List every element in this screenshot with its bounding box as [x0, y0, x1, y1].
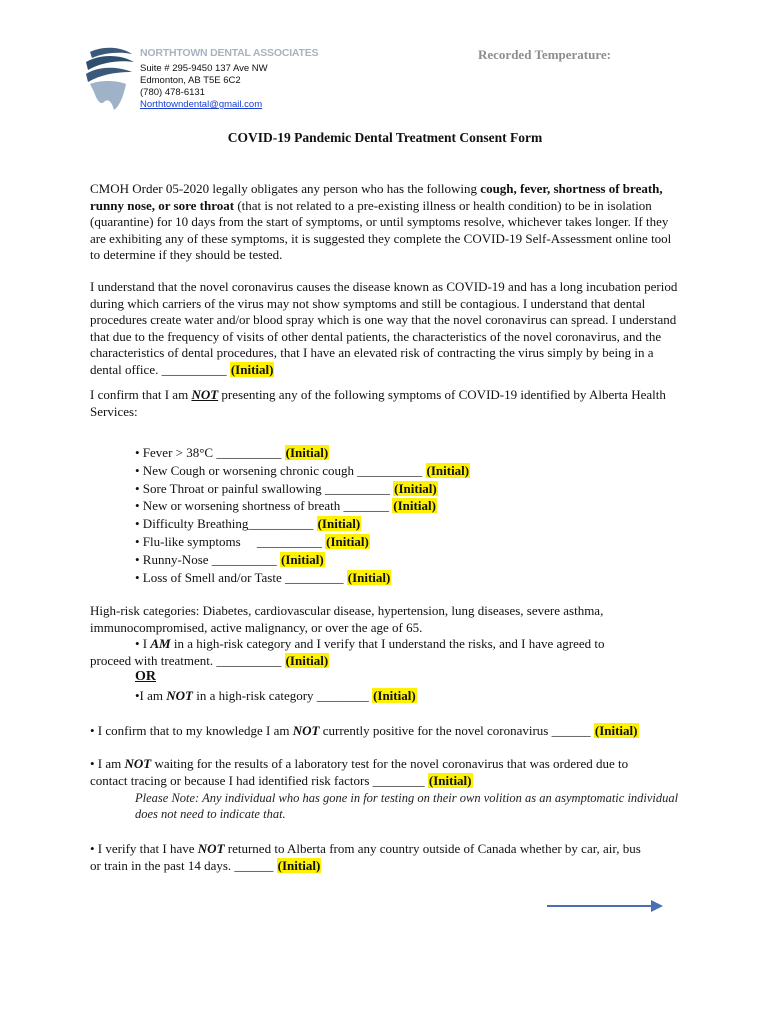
- initial-field[interactable]: (Initial): [230, 361, 274, 377]
- phone-number: (780) 478-6131: [140, 87, 205, 98]
- address-line: Edmonton, AB T5E 6C2: [140, 75, 241, 86]
- symptom-item: • Flu-like symptoms __________ (Initial): [135, 534, 369, 549]
- initial-field[interactable]: (Initial): [373, 688, 416, 703]
- high-risk-intro: High-risk categories: Diabetes, cardiovascular disease, hypertension, lung diseases, severe asthma, immunocompromised, active malignancy, or over the age of 65.: [90, 603, 604, 635]
- recorded-temperature-label: Recorded Temperature:: [478, 47, 611, 62]
- initial-field[interactable]: (Initial): [426, 463, 470, 478]
- not-waiting-line2: contact tracing or because I had identified risk factors ________ (Initial): [90, 773, 472, 788]
- symptom-item: • Loss of Smell and/or Taste _________ (Initial): [135, 570, 391, 585]
- initial-field[interactable]: (Initial): [317, 516, 361, 531]
- initial-field[interactable]: (Initial): [277, 858, 321, 873]
- cmoh-paragraph: CMOH Order 05-2020 legally obligates any person who has the following cough, fever, shortness of breath, runny nose, or sore throat (that is not related to a pre-existing illness or health condition) to be in isolation (quarantine) for 10 days from the start of symptoms, or until symptoms resolve, whichever takes longer. If they are exhibiting any of these symptoms, it is suggested they complete the COVID-19 Self-Assessment online tool to determine if they should be tested.: [90, 181, 672, 262]
- initial-field[interactable]: (Initial): [281, 552, 324, 567]
- understand-paragraph: I understand that the novel coronavirus causes the disease known as COVID-19 and has a long incubation period during which carriers of the virus may not show symptoms and still be contagious. I understand that dental procedures create water and/or blood spray which is one way that the novel coronavirus can spread. I understand that due to the frequency of visits of other dental patients, the characteristics of the novel coronavirus, and the characteristics of dental procedures, that I have an elevated risk of contracting the virus simply by being in a dental office. __________ (Initial): [90, 279, 678, 377]
- initial-field[interactable]: (Initial): [285, 445, 329, 460]
- company-name: NORTHTOWN DENTAL ASSOCIATES: [140, 47, 319, 59]
- symptom-item: • New Cough or worsening chronic cough __________ (Initial): [135, 463, 470, 478]
- initial-field[interactable]: (Initial): [285, 653, 329, 668]
- symptom-item: • Runny-Nose __________ (Initial): [135, 552, 324, 567]
- not-waiting-statement: • I am NOT waiting for the results of a laboratory test for the novel coronavirus that was ordered due to: [90, 756, 629, 771]
- not-positive-statement: • I confirm that to my knowledge I am NOT currently positive for the novel coronavirus ______ (Initial): [90, 723, 638, 738]
- initial-field[interactable]: (Initial): [393, 498, 436, 513]
- travel-statement: • I verify that I have NOT returned to Alberta from any country outside of Canada whether by car, air, bus: [90, 841, 641, 856]
- confirm-paragraph: I confirm that I am NOT presenting any of the following symptoms of COVID-19 identified by Alberta Health Services:: [90, 387, 666, 419]
- symptom-item: • Fever > 38°C __________ (Initial): [135, 445, 329, 460]
- next-page-arrow-icon[interactable]: [545, 898, 665, 914]
- symptom-item: • Sore Throat or painful swallowing __________ (Initial): [135, 481, 437, 496]
- symptom-item: • Difficulty Breathing__________ (Initial): [135, 516, 361, 531]
- address-line: Suite # 295-9450 137 Ave NW: [140, 63, 268, 74]
- or-separator: OR: [135, 669, 156, 684]
- travel-line2: or train in the past 14 days. ______ (Initial): [90, 858, 321, 873]
- high-risk-am-line2: proceed with treatment. __________ (Initial): [90, 653, 329, 668]
- email-link[interactable]: Northtowndental@gmail.com: [140, 99, 263, 110]
- symptom-item: • New or worsening shortness of breath _______ (Initial): [135, 498, 436, 513]
- tooth-logo-icon: [80, 44, 142, 114]
- testing-note: Please Note: Any individual who has gone in for testing on their own volition as an asymptomatic individual does not need to indicate that.: [135, 791, 679, 821]
- initial-field[interactable]: (Initial): [394, 481, 437, 496]
- initial-field[interactable]: (Initial): [428, 773, 472, 788]
- high-risk-not: •I am NOT in a high-risk category ________ (Initial): [135, 688, 416, 703]
- form-title: COVID-19 Pandemic Dental Treatment Consent Form: [227, 130, 543, 145]
- initial-field[interactable]: (Initial): [326, 534, 369, 549]
- initial-field[interactable]: (Initial): [594, 723, 638, 738]
- high-risk-am: • I AM in a high-risk category and I verify that I understand the risks, and I have agreed to: [135, 636, 605, 651]
- initial-field[interactable]: (Initial): [347, 570, 391, 585]
